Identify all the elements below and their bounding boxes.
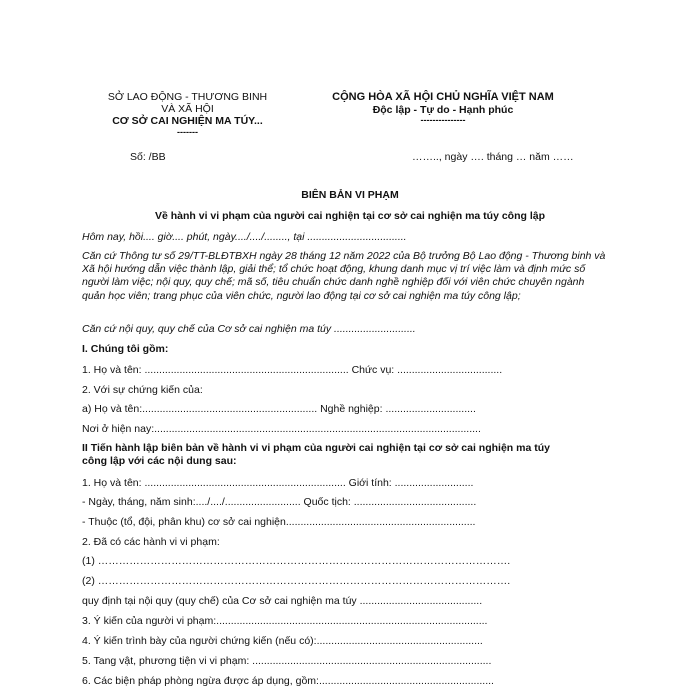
agency-line1: SỞ LAO ĐỘNG - THƯƠNG BINH: [107, 91, 268, 103]
facility-name: CƠ SỞ CAI NGHIỆN MA TÚY...: [112, 115, 263, 127]
section2-item5: 5. Tang vật, phương tiện vi vi phạm: ..................................................................................: [82, 655, 492, 667]
section2-item6: 6. Các biện pháp phòng ngừa được áp dụng, gồm:............................................................: [82, 675, 494, 687]
national-title: CỘNG HÒA XÃ HỘI CHỦ NGHĨA VIỆT NAM: [332, 91, 554, 103]
national-motto: Độc lập - Tự do - Hạnh phúc: [372, 104, 514, 116]
section2-item3: 3. Ý kiến của người vi phạm:.............................................................................................: [82, 615, 488, 627]
section2-unit: - Thuộc (tổ, đội, phân khu) cơ sở cai nghiện.................................................................: [82, 516, 476, 528]
agency-line2: VÀ XÃ HỘI: [161, 103, 214, 115]
section2-item1: 1. Họ và tên: ..................................................................... Giới tính: ...........................: [82, 477, 474, 489]
section1-residence: Nơi ở hiện nay:................................................................................................................: [82, 423, 481, 435]
section1-item2: 2. Với sự chứng kiến của:: [82, 384, 203, 396]
time-place-line: Hôm nay, hồi.... giờ.... phút, ngày..../..../........, tại ..................................: [82, 231, 407, 243]
section2-heading-line1: II Tiến hành lập biên bản về hành vi vi phạm của người cai nghiện tại cơ sở cai nghiện ma túy: [82, 442, 550, 454]
section1-item1: 1. Họ và tên: ...................................................................... Chức vụ: ....................................: [82, 364, 503, 376]
violation-line-2: (2) ……………………………………………………………………………………………………….: [82, 575, 511, 587]
right-header-rule: ---------------: [420, 115, 466, 125]
regulation-basis-line: Căn cứ nội quy, quy chế của Cơ sở cai nghiện ma túy ............................: [82, 323, 416, 335]
violation-line-1: (1) ……………………………………………………………………………………………………….: [82, 555, 511, 567]
section1-item2a: a) Họ và tên:............................................................ Nghề nghiệp: ...............................: [82, 403, 476, 415]
document-title: BIÊN BẢN VI PHẠM: [301, 189, 399, 201]
section2-dob: - Ngày, tháng, năm sinh:..../..../.......................... Quốc tịch: ..........................................: [82, 496, 477, 508]
place-date: …….., ngày …. tháng … năm ……: [412, 151, 574, 163]
section2-item4: 4. Ý kiến trình bày của người chứng kiến (nếu có):.........................................................: [82, 635, 483, 647]
document-subtitle: Về hành vi vi phạm của người cai nghiện tại cơ sở cai nghiện ma túy công lập: [155, 210, 545, 222]
legal-basis-paragraph: Căn cứ Thông tư số 29/TT-BLĐTBXH ngày 28 tháng 12 năm 2022 của Bộ trưởng Bộ Lao động - Thương binh và Xã hội hướng dẫn việc thành lập, giải thể; tổ chức hoạt động, khung danh mục vị trí việc làm và định mức số người làm việc; nội quy, quy chế; mã số, tiêu chuẩn chức danh nghề nghiệp đối với viên chức chuyên ngành quản học viên; trang phục của viên chức, người lao động tại cơ sở cai nghiện ma túy công lập;: [82, 250, 606, 302]
left-header-rule: -------: [177, 127, 198, 137]
section1-heading: I. Chúng tôi gồm:: [82, 343, 169, 355]
document-number: Số: /BB: [130, 151, 166, 163]
rule-reference-line: quy định tại nội quy (quy chế) của Cơ sở cai nghiện ma túy ..........................................: [82, 595, 483, 607]
section2-heading-line2: công lập với các nội dung sau:: [82, 455, 237, 467]
section2-item2: 2. Đã có các hành vi vi phạm:: [82, 536, 220, 548]
